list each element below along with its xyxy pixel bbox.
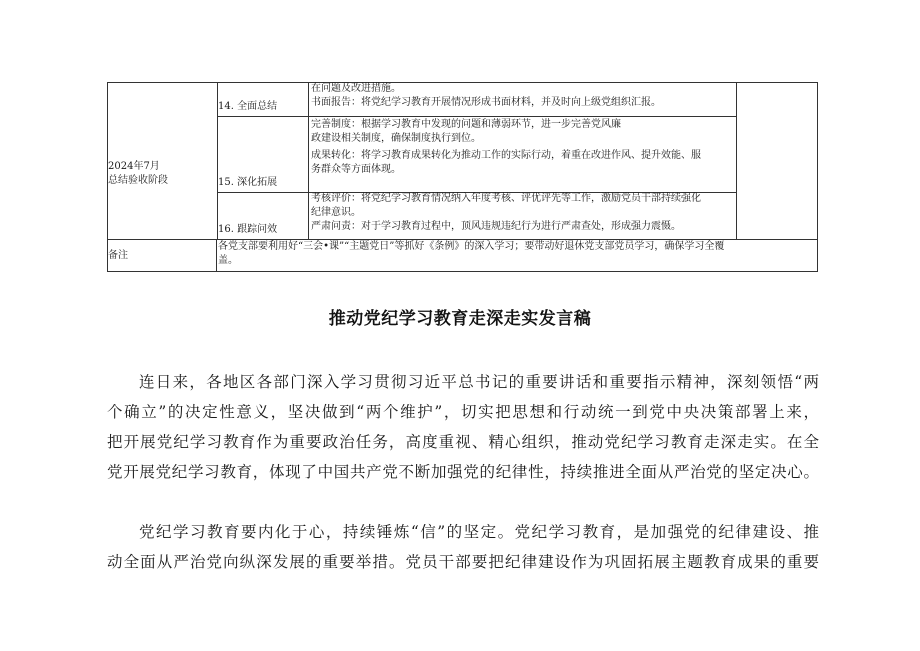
item-label: 15. 深化拓展: [218, 177, 278, 188]
item-label: 14. 全面总结: [218, 101, 278, 112]
stage-name: 总结验收阶段: [108, 175, 168, 186]
paragraph-line: 党纪学习教育要内化于心，持续锤炼“信”的坚定。党纪学习教育，是加强党的纪律建设、推: [139, 523, 819, 541]
paragraph-line: 把开展党纪学习教育作为重要政治任务，高度重视、精心组织，推动党纪学习教育走深走实。在全: [107, 433, 819, 451]
paragraph-line: 个确立”的决定性意义，坚决做到“两个维护”，切实把思想和行动统一到党中央决策部署上来，: [107, 403, 819, 421]
stage-date: 2024年7月: [108, 161, 160, 172]
table-divider: [736, 83, 737, 239]
table-divider: [216, 239, 217, 272]
note-line: 各党支部要利用好“三会•课”“主题党日”等抓好《条例》的深入学习；要带动好退休党支部党员学习，确保学习全覆: [218, 241, 725, 252]
item-content-line: 考核评价：将党纪学习教育情况纳入年度考核、评优评先等工作，激励党员干部持续强化: [311, 193, 701, 204]
paragraph-line: 党开展党纪学习教育，体现了中国共产党不断加强党的纪律性，持续推进全面从严治党的坚定决心。: [107, 463, 819, 481]
item-content-line: 严肃问责：对于学习教育过程中，顶风违规违纪行为进行严肃查处，形成强力震慑。: [311, 221, 681, 232]
note-line: 盖。: [218, 255, 238, 266]
item-content-line: 政建设相关制度，确保制度执行到位。: [311, 133, 481, 144]
note-label: 备注: [108, 250, 128, 261]
item-label: 16. 跟踪问效: [218, 224, 278, 235]
article-title: 推动党纪学习教育走深走实发言稿: [328, 309, 592, 329]
paragraph-line: 动全面从严治党向纵深发展的重要举措。党员干部要把纪律建设作为巩固拓展主题教育成果的重要: [107, 553, 819, 571]
item-content-line: 成果转化：将学习教育成果转化为推动工作的实际行动，着重在改进作风、提升效能、服: [311, 150, 701, 161]
item-content-line: 务群众等方面体现。: [311, 164, 401, 175]
table-divider: [217, 116, 737, 117]
plan-table: [107, 82, 818, 272]
item-content-line: 纪律意识。: [311, 207, 361, 218]
paragraph-line: 连日来，各地区各部门深入学习贯彻习近平总书记的重要讲话和重要指示精神，深刻领悟“两: [139, 373, 819, 391]
table-divider: [308, 83, 309, 239]
item-content-line: 书面报告：将党纪学习教育开展情况形成书面材料，并及时向上级党组织汇报。: [311, 97, 661, 108]
item-content-line: 在问题及改进措施。: [311, 83, 401, 94]
item-content-line: 完善制度：根据学习教育中发现的问题和薄弱环节，进一步完善党风廉: [311, 119, 621, 130]
